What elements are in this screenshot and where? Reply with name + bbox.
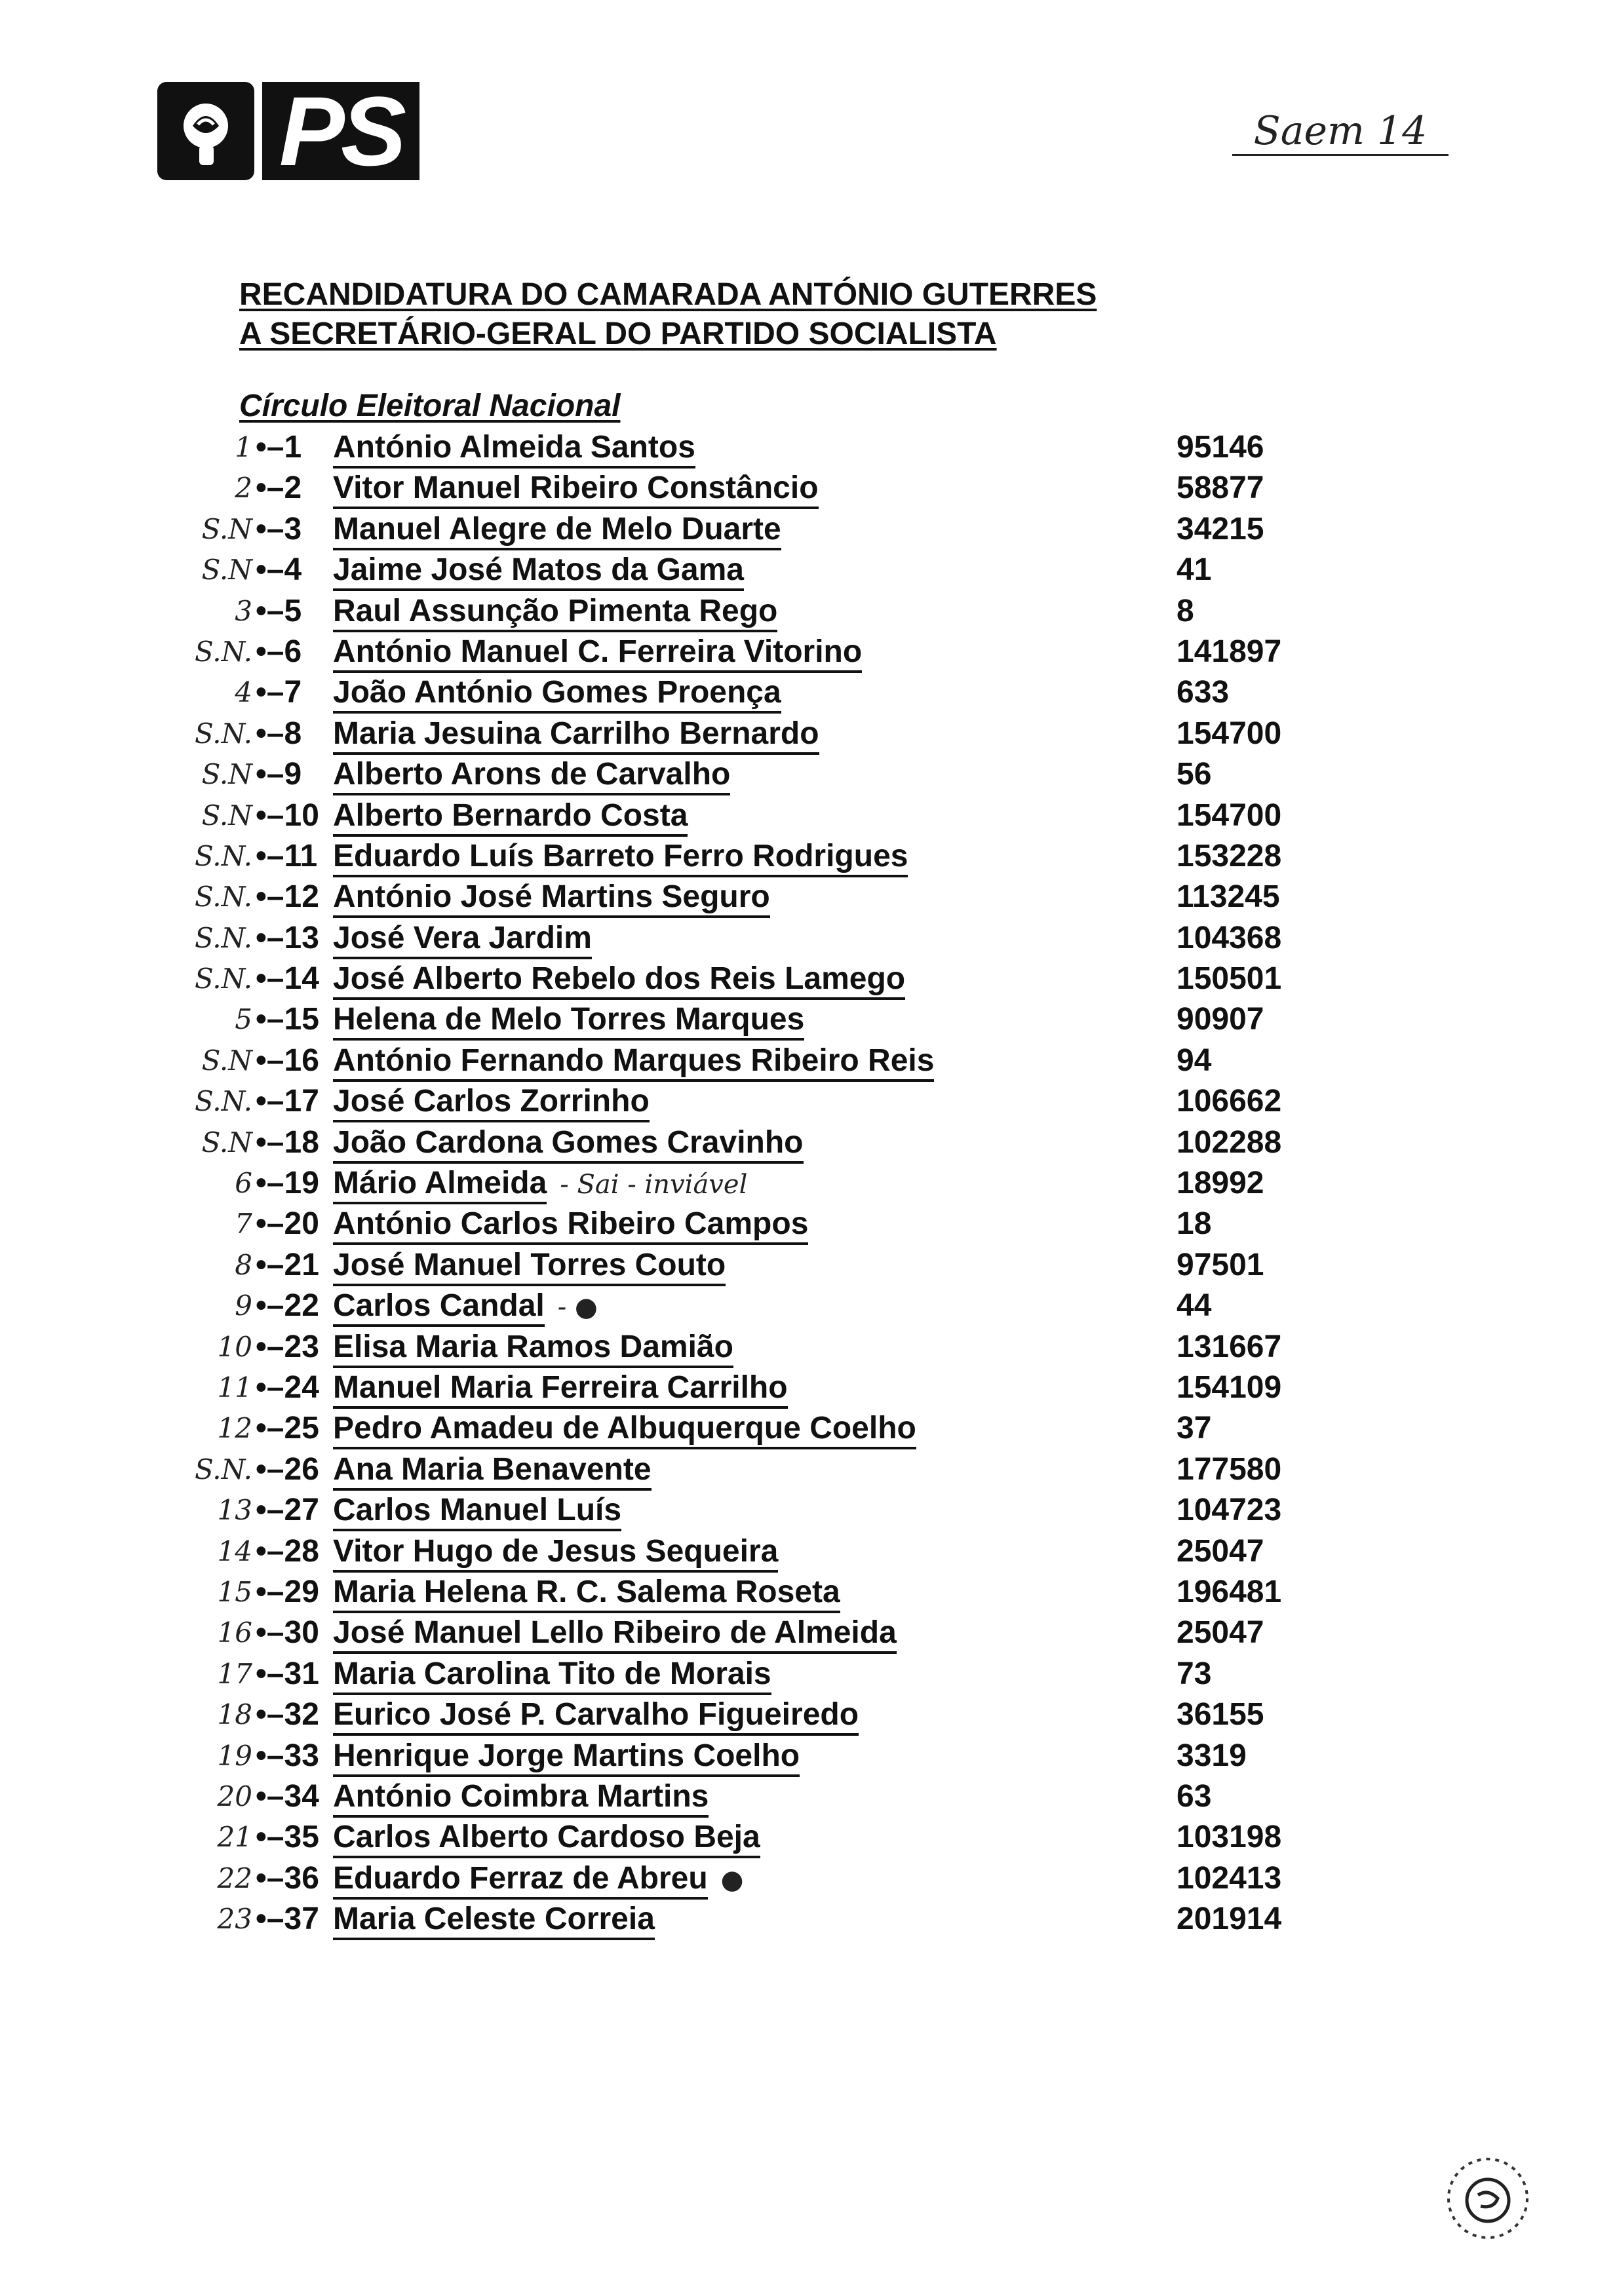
party-logo bbox=[157, 76, 419, 186]
list-item bbox=[0, 591, 1615, 632]
candidate-name: Maria Helena R. C. Salema Roseta bbox=[333, 1575, 840, 1613]
list-item bbox=[0, 877, 1615, 917]
list-item bbox=[0, 672, 1615, 713]
candidate-name: Ana Maria Benavente bbox=[333, 1452, 652, 1491]
handwritten-corner-note: Saem 14 bbox=[1232, 108, 1449, 156]
candidate-name-cell bbox=[333, 468, 819, 508]
candidate-number: •–36 bbox=[256, 1860, 319, 1896]
handwritten-mark: 5 bbox=[235, 1003, 252, 1036]
handwritten-mark: 2 bbox=[235, 472, 252, 505]
handwritten-mark: 14 bbox=[217, 1535, 252, 1567]
candidate-number: •–7 bbox=[256, 675, 302, 710]
handwritten-mark: 12 bbox=[217, 1412, 252, 1445]
vote-count: 201914 bbox=[1177, 1902, 1282, 1937]
handwritten-mark: S.N. bbox=[194, 839, 252, 872]
candidate-number: •–32 bbox=[256, 1697, 319, 1732]
vote-count: 37 bbox=[1177, 1411, 1212, 1446]
candidate-name-cell bbox=[333, 1613, 897, 1653]
vote-count: 36155 bbox=[1177, 1697, 1264, 1732]
candidate-name: Carlos Alberto Cardoso Beja bbox=[333, 1820, 760, 1858]
handwritten-mark: 1 bbox=[235, 431, 252, 463]
candidate-number: •–17 bbox=[256, 1084, 319, 1119]
candidate-number: •–11 bbox=[256, 838, 318, 873]
candidate-name: Helena de Melo Torres Marques bbox=[333, 1002, 804, 1041]
handwritten-mark: 19 bbox=[217, 1739, 252, 1772]
vote-count: 44 bbox=[1177, 1288, 1212, 1324]
candidate-name-cell bbox=[333, 1490, 621, 1531]
candidate-name-cell bbox=[333, 754, 730, 795]
candidate-number: •–15 bbox=[256, 1002, 319, 1037]
candidate-name: António José Martins Seguro bbox=[333, 879, 770, 918]
candidate-name-cell bbox=[333, 1245, 726, 1286]
vote-count: 94 bbox=[1177, 1043, 1212, 1078]
list-item bbox=[0, 1736, 1615, 1776]
candidate-name-cell bbox=[333, 1122, 804, 1163]
candidate-number: •–16 bbox=[256, 1043, 319, 1078]
list-item bbox=[0, 1449, 1615, 1490]
vote-count: 103198 bbox=[1177, 1820, 1282, 1855]
handwritten-mark: S.N bbox=[201, 554, 252, 586]
list-item bbox=[0, 714, 1615, 754]
candidate-number: •–6 bbox=[256, 634, 302, 669]
vote-count: 25047 bbox=[1177, 1533, 1264, 1569]
handwritten-mark: 23 bbox=[217, 1903, 252, 1936]
candidate-name: José Manuel Lello Ribeiro de Almeida bbox=[333, 1615, 897, 1654]
list-item bbox=[0, 632, 1615, 672]
vote-count: 58877 bbox=[1177, 470, 1264, 506]
candidate-name: Raul Assunção Pimenta Rego bbox=[333, 594, 777, 632]
handwritten-mark: 13 bbox=[217, 1494, 252, 1527]
candidate-name-cell bbox=[333, 999, 804, 1040]
candidate-number: •–31 bbox=[256, 1656, 319, 1691]
list-item bbox=[0, 1122, 1615, 1163]
section-heading: Círculo Eleitoral Nacional bbox=[239, 389, 621, 423]
vote-count: 8 bbox=[1177, 593, 1194, 628]
vote-count: 102288 bbox=[1177, 1124, 1282, 1160]
handwritten-mark: 4 bbox=[235, 676, 252, 709]
candidate-name: Pedro Amadeu de Albuquerque Coelho bbox=[333, 1411, 916, 1449]
vote-count: 41 bbox=[1177, 552, 1212, 588]
candidate-number: •–8 bbox=[256, 716, 302, 751]
candidate-name: José Alberto Rebelo dos Reis Lamego bbox=[333, 961, 905, 1000]
candidate-name-cell bbox=[333, 1817, 760, 1858]
vote-count: 90907 bbox=[1177, 1002, 1264, 1037]
list-item bbox=[0, 1163, 1615, 1204]
vote-count: 154109 bbox=[1177, 1369, 1282, 1405]
candidate-number: •–35 bbox=[256, 1820, 319, 1855]
candidate-name: Vitor Manuel Ribeiro Constâncio bbox=[333, 470, 819, 509]
vote-count: 3319 bbox=[1177, 1738, 1247, 1773]
candidate-number: •–18 bbox=[256, 1124, 319, 1160]
candidate-name-cell bbox=[333, 1449, 652, 1490]
handwritten-mark: 8 bbox=[235, 1248, 252, 1281]
candidate-number: •–4 bbox=[256, 552, 302, 588]
candidate-name: Eurico José P. Carvalho Figueiredo bbox=[333, 1697, 859, 1736]
candidate-number: •–13 bbox=[256, 920, 319, 955]
handwritten-mark: S.N. bbox=[194, 717, 252, 750]
list-item bbox=[0, 1899, 1615, 1940]
list-item bbox=[0, 1776, 1615, 1817]
vote-count: 131667 bbox=[1177, 1329, 1282, 1364]
candidate-number: •–12 bbox=[256, 879, 319, 915]
handwritten-mark: 21 bbox=[217, 1821, 252, 1854]
list-item bbox=[0, 1286, 1615, 1326]
candidate-number: •–3 bbox=[256, 511, 302, 546]
handwritten-mark: S.N bbox=[201, 1126, 252, 1158]
candidate-name-cell bbox=[333, 795, 688, 836]
list-item bbox=[0, 1081, 1615, 1122]
candidate-name: Maria Carolina Tito de Morais bbox=[333, 1656, 771, 1695]
handwritten-mark: 16 bbox=[217, 1617, 252, 1649]
candidate-name-cell bbox=[333, 1572, 840, 1613]
vote-count: 141897 bbox=[1177, 634, 1282, 669]
candidate-number: •–23 bbox=[256, 1329, 319, 1364]
candidate-name-cell bbox=[333, 509, 781, 550]
candidate-list bbox=[0, 427, 1615, 1940]
candidate-name-cell bbox=[333, 1368, 788, 1408]
list-item bbox=[0, 836, 1615, 877]
list-item bbox=[0, 1572, 1615, 1613]
candidate-number: •–25 bbox=[256, 1411, 319, 1446]
candidate-number: •–10 bbox=[256, 797, 319, 833]
candidate-name-cell bbox=[333, 836, 908, 877]
candidate-name-cell bbox=[333, 714, 819, 754]
logo-text: PS bbox=[262, 82, 419, 180]
list-item bbox=[0, 795, 1615, 836]
vote-count: 154700 bbox=[1177, 797, 1282, 833]
candidate-name: José Carlos Zorrinho bbox=[333, 1084, 650, 1122]
handwritten-mark: S.N. bbox=[194, 1085, 252, 1118]
candidate-name-cell bbox=[333, 550, 744, 590]
handwritten-mark: 18 bbox=[217, 1698, 252, 1731]
vote-count: 153228 bbox=[1177, 838, 1282, 873]
vote-count: 196481 bbox=[1177, 1574, 1282, 1609]
candidate-name-cell bbox=[333, 427, 695, 468]
candidate-name-cell bbox=[333, 1204, 808, 1244]
candidate-name-cell bbox=[333, 1531, 778, 1572]
vote-count: 113245 bbox=[1177, 879, 1280, 915]
candidate-name-cell bbox=[333, 1736, 800, 1776]
candidate-name-cell bbox=[333, 1081, 650, 1122]
list-item bbox=[0, 1858, 1615, 1899]
handwritten-note: ● bbox=[720, 1864, 744, 1895]
candidate-name-cell bbox=[333, 877, 770, 917]
candidate-name: José Vera Jardim bbox=[333, 921, 592, 959]
title-line-1: RECANDIDATURA DO CAMARADA ANTÓNIO GUTERRES bbox=[239, 277, 1097, 312]
candidate-name-cell bbox=[333, 1408, 916, 1449]
list-item bbox=[0, 754, 1615, 795]
candidate-number: •–30 bbox=[256, 1615, 319, 1651]
candidate-name: Eduardo Ferraz de Abreu bbox=[333, 1861, 708, 1900]
candidate-name: Maria Celeste Correia bbox=[333, 1902, 655, 1940]
handwritten-mark: S.N. bbox=[194, 921, 252, 954]
vote-count: 34215 bbox=[1177, 511, 1264, 546]
list-item bbox=[0, 427, 1615, 468]
candidate-number: •–5 bbox=[256, 593, 302, 628]
candidate-name: Maria Jesuina Carrilho Bernardo bbox=[333, 716, 819, 755]
candidate-number: •–14 bbox=[256, 961, 319, 997]
candidate-name: Alberto Arons de Carvalho bbox=[333, 757, 730, 795]
candidate-name: Henrique Jorge Martins Coelho bbox=[333, 1738, 800, 1777]
handwritten-mark: S.N bbox=[201, 799, 252, 832]
candidate-number: •–24 bbox=[256, 1369, 319, 1405]
handwritten-mark: S.N bbox=[201, 512, 252, 545]
list-item bbox=[0, 1041, 1615, 1081]
candidate-name-cell bbox=[333, 918, 592, 959]
candidate-name-cell bbox=[333, 959, 905, 999]
document-title bbox=[239, 275, 1419, 354]
list-item bbox=[0, 509, 1615, 550]
list-item bbox=[0, 1245, 1615, 1286]
handwritten-mark: S.N bbox=[201, 758, 252, 791]
candidate-name-cell bbox=[333, 1694, 859, 1735]
candidate-name-cell bbox=[333, 1041, 934, 1081]
candidate-name-cell bbox=[333, 1163, 747, 1205]
handwritten-mark: 22 bbox=[217, 1862, 252, 1894]
vote-count: 63 bbox=[1177, 1778, 1212, 1814]
handwritten-note: - ● bbox=[557, 1292, 598, 1323]
candidate-name-cell bbox=[333, 1776, 709, 1817]
list-item bbox=[0, 468, 1615, 508]
vote-count: 73 bbox=[1177, 1656, 1212, 1691]
candidate-name: João Cardona Gomes Cravinho bbox=[333, 1125, 804, 1164]
candidate-number: •–34 bbox=[256, 1778, 319, 1814]
vote-count: 102413 bbox=[1177, 1860, 1282, 1896]
candidate-name-cell bbox=[333, 672, 781, 713]
candidate-name: António Almeida Santos bbox=[333, 430, 695, 469]
candidate-number: •–37 bbox=[256, 1902, 319, 1937]
handwritten-mark: 6 bbox=[235, 1167, 252, 1200]
vote-count: 56 bbox=[1177, 757, 1212, 792]
vote-count: 97501 bbox=[1177, 1247, 1264, 1282]
candidate-number: •–26 bbox=[256, 1451, 319, 1487]
candidate-name-cell bbox=[333, 1286, 598, 1328]
handwritten-mark: 10 bbox=[217, 1330, 252, 1363]
candidate-name: João António Gomes Proença bbox=[333, 675, 781, 714]
list-item bbox=[0, 1204, 1615, 1244]
candidate-name: Carlos Candal bbox=[333, 1288, 545, 1327]
candidate-name: Eduardo Luís Barreto Ferro Rodrigues bbox=[333, 839, 908, 877]
candidate-number: •–22 bbox=[256, 1288, 319, 1324]
stamp-icon bbox=[1439, 2149, 1537, 2248]
candidate-name-cell bbox=[333, 1327, 733, 1368]
candidate-number: •–1 bbox=[256, 430, 302, 465]
vote-count: 154700 bbox=[1177, 716, 1282, 751]
candidate-name: José Manuel Torres Couto bbox=[333, 1248, 726, 1286]
candidate-number: •–20 bbox=[256, 1206, 319, 1242]
candidate-name-cell bbox=[333, 1858, 744, 1900]
vote-count: 18992 bbox=[1177, 1166, 1264, 1201]
list-item bbox=[0, 1327, 1615, 1368]
handwritten-mark: S.N. bbox=[194, 635, 252, 668]
handwritten-mark: S.N. bbox=[194, 881, 252, 913]
candidate-number: •–29 bbox=[256, 1574, 319, 1609]
vote-count: 25047 bbox=[1177, 1615, 1264, 1651]
handwritten-mark: 15 bbox=[217, 1575, 252, 1608]
candidate-name: Jaime José Matos da Gama bbox=[333, 552, 744, 591]
handwritten-mark: 7 bbox=[235, 1208, 252, 1240]
list-item bbox=[0, 1531, 1615, 1572]
candidate-name: Carlos Manuel Luís bbox=[333, 1493, 621, 1531]
list-item bbox=[0, 918, 1615, 959]
handwritten-note: - Sai - inviável bbox=[560, 1170, 748, 1200]
list-item bbox=[0, 1654, 1615, 1694]
list-item bbox=[0, 959, 1615, 999]
candidate-name: António Coimbra Martins bbox=[333, 1779, 709, 1818]
list-item bbox=[0, 1490, 1615, 1531]
list-item bbox=[0, 999, 1615, 1040]
candidate-name: Mário Almeida bbox=[333, 1166, 547, 1204]
candidate-name-cell bbox=[333, 632, 862, 672]
list-item bbox=[0, 550, 1615, 590]
candidate-name: Elisa Maria Ramos Damião bbox=[333, 1330, 733, 1368]
handwritten-mark: 9 bbox=[235, 1290, 252, 1322]
handwritten-mark: 11 bbox=[217, 1371, 252, 1404]
list-item bbox=[0, 1613, 1615, 1653]
candidate-name: Manuel Maria Ferreira Carrilho bbox=[333, 1370, 788, 1409]
candidate-name-cell bbox=[333, 1654, 771, 1694]
candidate-name: Vitor Hugo de Jesus Sequeira bbox=[333, 1534, 778, 1573]
vote-count: 633 bbox=[1177, 675, 1230, 710]
handwritten-mark: 3 bbox=[235, 594, 252, 627]
handwritten-mark: 17 bbox=[217, 1657, 252, 1690]
rose-fist-icon bbox=[157, 82, 254, 180]
candidate-name-cell bbox=[333, 591, 777, 632]
candidate-number: •–27 bbox=[256, 1493, 319, 1528]
candidate-name: António Fernando Marques Ribeiro Reis bbox=[333, 1043, 934, 1082]
candidate-number: •–28 bbox=[256, 1533, 319, 1569]
candidate-name: António Manuel C. Ferreira Vitorino bbox=[333, 634, 862, 673]
list-item bbox=[0, 1694, 1615, 1735]
list-item bbox=[0, 1368, 1615, 1408]
vote-count: 150501 bbox=[1177, 961, 1282, 997]
list-item bbox=[0, 1817, 1615, 1858]
vote-count: 104723 bbox=[1177, 1493, 1282, 1528]
vote-count: 106662 bbox=[1177, 1084, 1282, 1119]
handwritten-mark: S.N. bbox=[194, 1453, 252, 1485]
vote-count: 104368 bbox=[1177, 920, 1282, 955]
handwritten-mark: 20 bbox=[217, 1780, 252, 1812]
candidate-name: Alberto Bernardo Costa bbox=[333, 798, 688, 837]
vote-count: 177580 bbox=[1177, 1451, 1282, 1487]
handwritten-mark: S.N. bbox=[194, 963, 252, 995]
candidate-number: •–19 bbox=[256, 1166, 319, 1201]
candidate-number: •–33 bbox=[256, 1738, 319, 1773]
vote-count: 95146 bbox=[1177, 430, 1264, 465]
list-item bbox=[0, 1408, 1615, 1449]
candidate-name: Manuel Alegre de Melo Duarte bbox=[333, 512, 781, 550]
candidate-name-cell bbox=[333, 1899, 655, 1940]
vote-count: 18 bbox=[1177, 1206, 1212, 1242]
candidate-name: António Carlos Ribeiro Campos bbox=[333, 1206, 808, 1245]
candidate-number: •–9 bbox=[256, 757, 302, 792]
candidate-number: •–2 bbox=[256, 470, 302, 506]
candidate-number: •–21 bbox=[256, 1247, 319, 1282]
title-line-2: A SECRETÁRIO-GERAL DO PARTIDO SOCIALISTA bbox=[239, 316, 997, 351]
handwritten-mark: S.N bbox=[201, 1044, 252, 1077]
